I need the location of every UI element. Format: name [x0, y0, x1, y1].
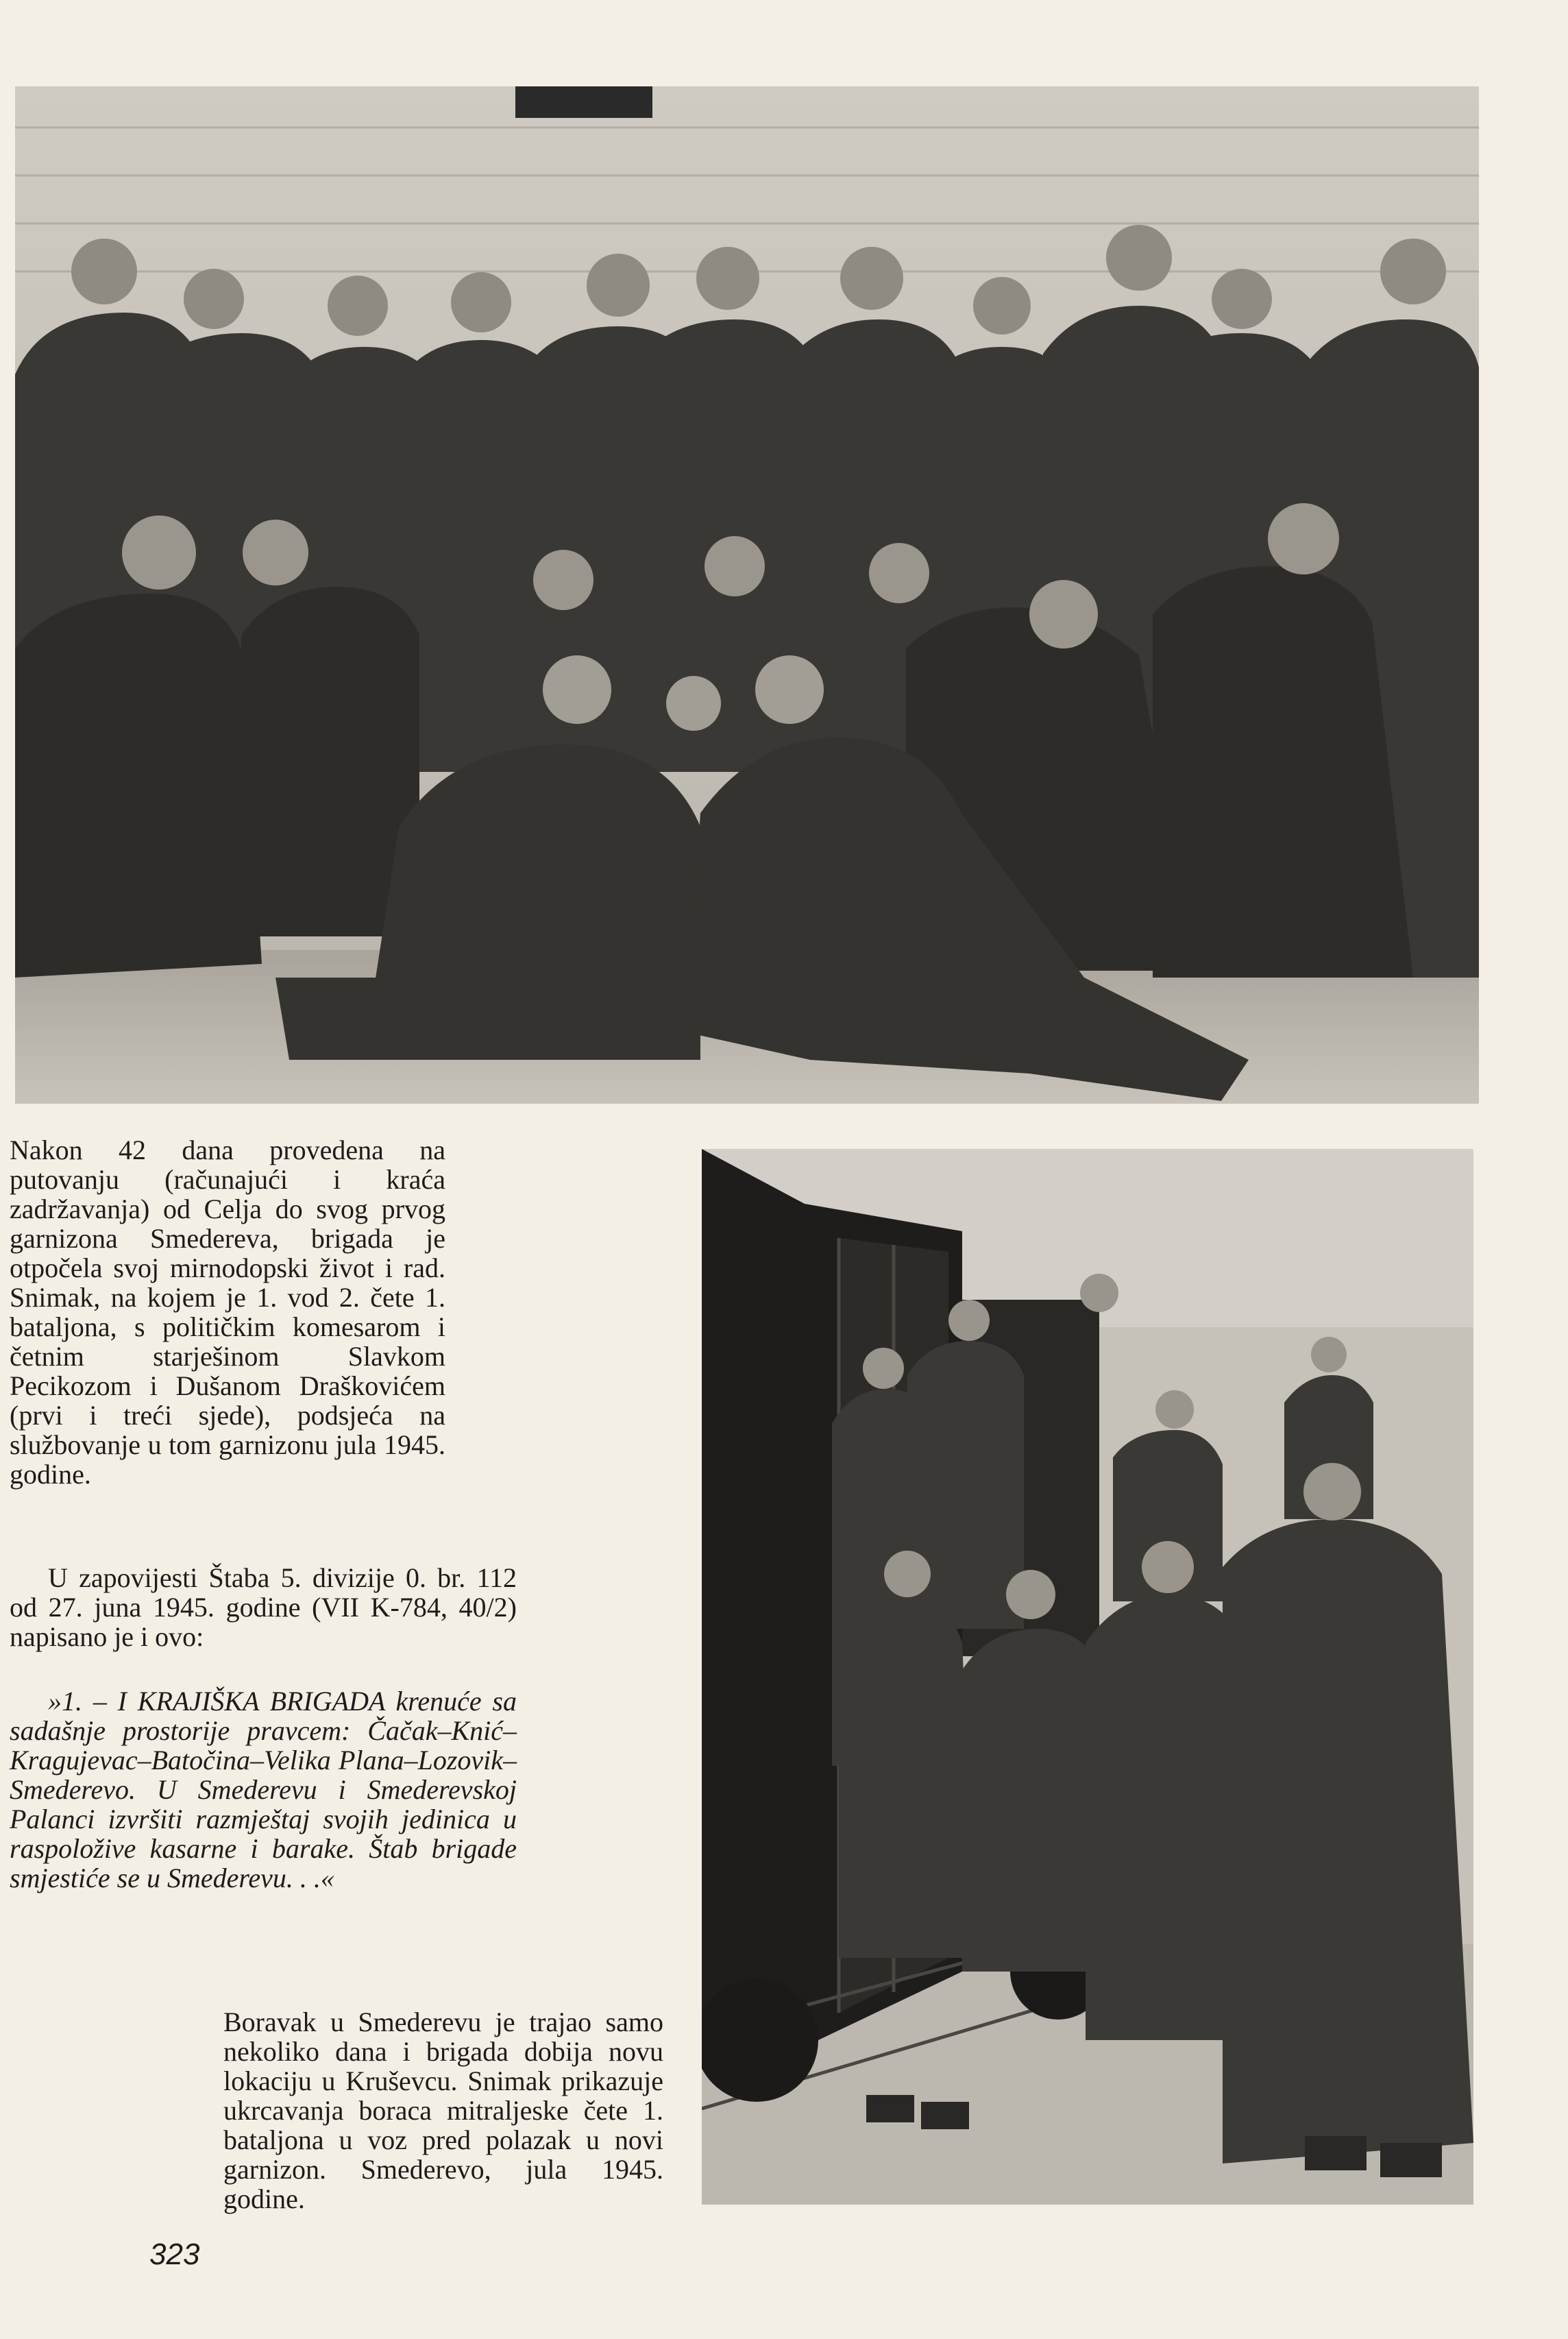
group-photo — [15, 86, 1479, 1104]
quote-introduction: U zapovijesti Štaba 5. divizije 0. br. 112 od 27. juna 1945. godine (VII K-784, 40/2) napisano je i ovo: — [10, 1562, 517, 1652]
page-number: 323 — [149, 2238, 200, 2271]
top-photo-caption: Nakon 42 dana provedena na putovanju (računajući i kraća zadržavanja) od Celja do svog prvog garnizona Smedereva, brigada je otpočela svoj mirnodopski život i rad. Snimak, na kojem je 1. vod 2. čete 1. bataljona, s političkim komesarom i četnim starješinom Slavkom Pecikozom i Dušanom Draškovićem (prvi i treći sjede), podsjeća na službovanje u tom garnizonu jula 1945. godine. — [10, 1135, 445, 1490]
bottom-photo-caption: Boravak u Smederevu je trajao samo nekoliko dana i brigada dobija novu lokaciju u Kruševcu. Snimak prikazuje ukrcavanja boraca mitraljeske čete 1. bataljona u voz pred polazak u novi garnizon. Smederevo, jula 1945. godine. — [223, 2007, 663, 2214]
order-quotation: »1. – I KRAJIŠKA BRIGADA krenuće sa sadašnje prostorije pravcem: Čačak–Knić–Kragujevac–Batočina–Velika Plana–Lozovik–Smederevo. U Smederevu i Smederevskoj Palanci izvršiti razmještaj svojih jedinica u raspoložive kasarne i barake. Štab brigade smjestiće se u Smederevu. . .« — [10, 1686, 517, 1893]
train-boarding-photo — [702, 1149, 1473, 2205]
